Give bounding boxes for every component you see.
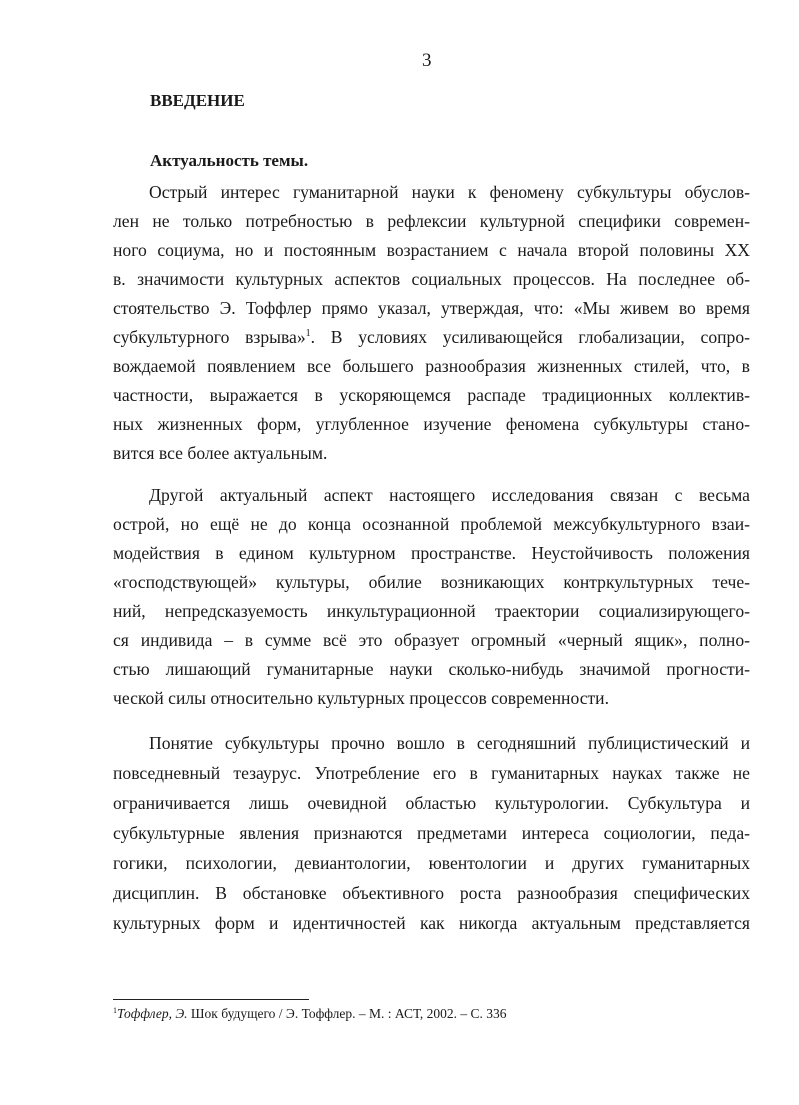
text-line: ческой силы относительно культурных процессов современности.	[113, 688, 610, 708]
text-line: ных жизненных форм, углубленное изучение феномена субкультуры стано-	[113, 414, 750, 434]
text-line: вождаемой появлением все большего разнообразия жизненных стилей, что, в	[113, 356, 750, 376]
footnote-author: Тоффлер, Э.	[117, 1006, 188, 1021]
subheading: Актуальность темы.	[150, 151, 309, 170]
text-line: стоятельство Э. Тоффлер прямо указал, утверждая, что: «Мы живем во время	[113, 298, 750, 318]
text-line: стью лишающий гуманитарные науки сколько-нибудь значимой прогности-	[113, 659, 750, 679]
text-line: модействия в едином культурном пространстве. Неустойчивость положения	[113, 543, 750, 563]
footnote-separator	[113, 999, 309, 1000]
text-line: в. значимости культурных аспектов социальных процессов. На последнее об-	[113, 269, 750, 289]
text-line: гогики, психологии, девиантологии, ювентологии и других гуманитарных	[113, 853, 750, 873]
text-line: повседневный тезаурус. Употребление его в гуманитарных науках также не	[113, 763, 750, 783]
text-line: культурных форм и идентичностей как никогда актуальным представляется	[113, 913, 750, 933]
text-line: ного социума, но и постоянным возрастанием с начала второй половины XX	[113, 240, 750, 260]
text-line: вится все более актуальным.	[113, 443, 328, 463]
section-heading: ВВЕДЕНИЕ	[150, 91, 245, 110]
text-line	[113, 324, 750, 350]
text-line: ний, непредсказуемость инкультурационной траектории социализирующего-	[113, 601, 750, 621]
text-line: Понятие субкультуры прочно вошло в сегодняшний публицистический и	[149, 733, 750, 753]
footnote	[113, 1006, 507, 1022]
text-line: частности, выражается в ускоряющемся распаде традиционных коллектив-	[113, 385, 750, 405]
text-fragment: . В условиях усиливающейся глобализации, сопро-	[310, 327, 750, 347]
footnote-number: 1	[113, 1006, 117, 1015]
text-line: Острый интерес гуманитарной науки к феномену субкультуры обуслов-	[149, 182, 750, 202]
text-line: ограничивается лишь очевидной областью культурологии. Субкультура и	[113, 793, 750, 813]
text-line: Другой актуальный аспект настоящего исследования связан с весьма	[149, 485, 750, 505]
text-fragment: субкультурного взрыва»	[113, 327, 306, 347]
text-line: лен не только потребностью в рефлексии культурной специфики современ-	[113, 211, 750, 231]
text-line: «господствующей» культуры, обилие возникающих контркультурных тече-	[113, 572, 750, 592]
text-line: ся индивида – в сумме всё это образует огромный «черный ящик», полно-	[113, 630, 750, 650]
text-line: острой, но ещё не до конца осознанной проблемой межсубкультурного взаи-	[113, 514, 750, 534]
text-line: дисциплин. В обстановке объективного роста разнообразия специфических	[113, 883, 750, 903]
page-number: 3	[422, 50, 432, 71]
text-line: субкультурные явления признаются предметами интереса социологии, педа-	[113, 823, 750, 843]
footnote-reference: 1	[305, 328, 311, 339]
footnote-text: Шок будущего / Э. Тоффлер. – М. : АСТ, 2002. – С. 336	[187, 1006, 507, 1021]
